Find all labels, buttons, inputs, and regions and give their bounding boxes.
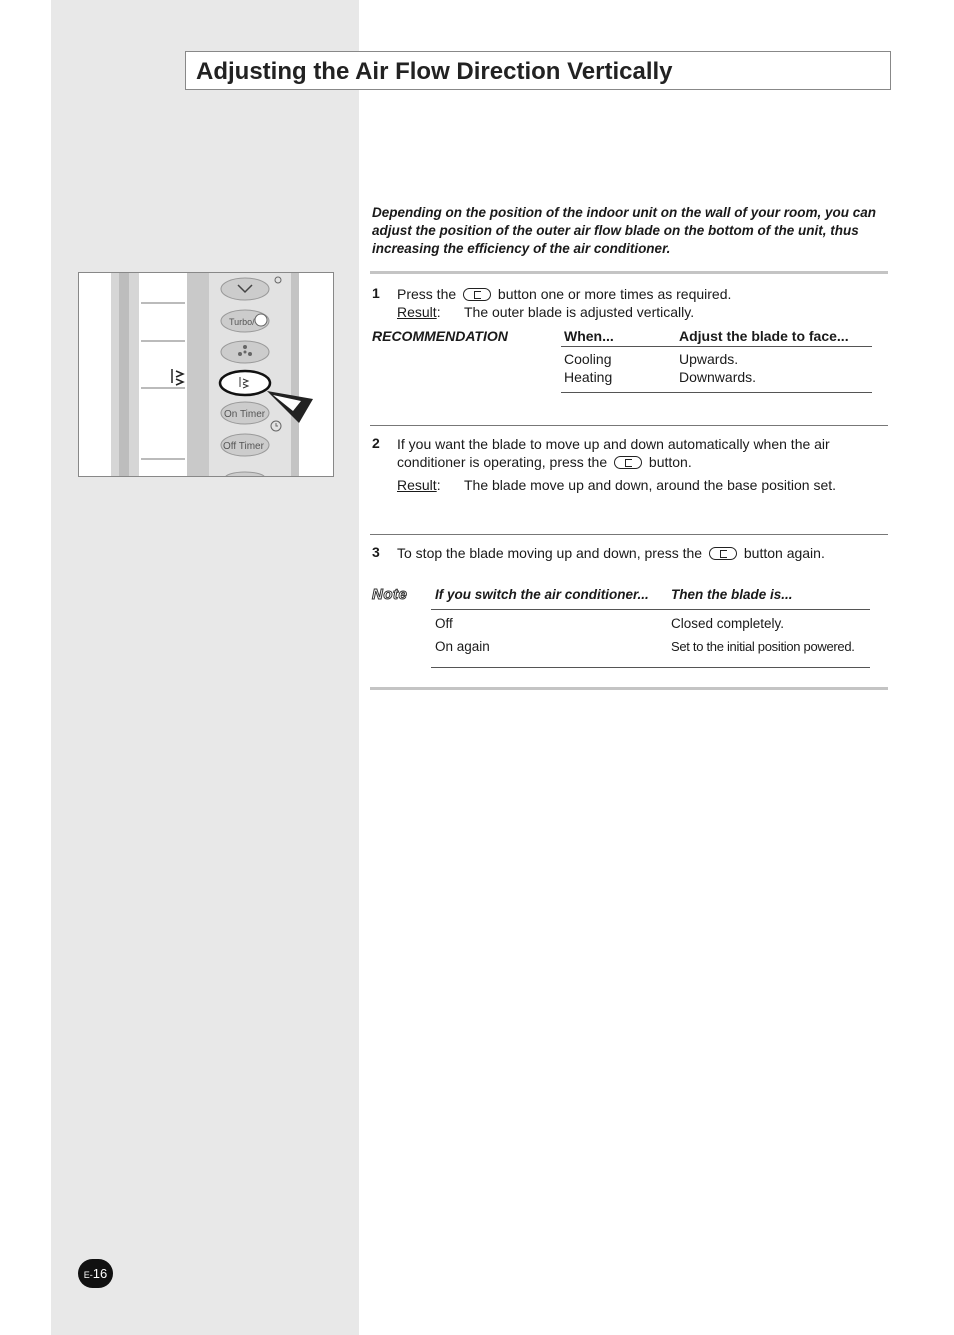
table-rule	[431, 609, 870, 610]
note-logo: Note	[372, 586, 408, 603]
note-cell: On again	[435, 639, 490, 654]
note-cell: Off	[435, 616, 453, 631]
table-cell: Cooling	[564, 351, 612, 367]
on-timer-label: On Timer	[224, 409, 266, 420]
step-1-text: Press the button one or more times as required.	[397, 286, 732, 302]
section-divider	[370, 534, 888, 535]
step-2-result: Result:	[397, 477, 441, 493]
title-box	[185, 51, 891, 90]
section-divider	[370, 271, 888, 274]
step-1-result-text: The outer blade is adjusted vertically.	[464, 304, 695, 320]
off-timer-label: Off Timer	[223, 441, 264, 452]
step-2-line1: If you want the blade to move up and down automatically when the air	[397, 436, 830, 452]
note-header-switch: If you switch the air conditioner...	[435, 587, 649, 602]
section-divider	[370, 687, 888, 690]
table-rule	[431, 667, 870, 668]
step-3-number: 3	[372, 544, 380, 560]
swing-button-icon	[463, 288, 491, 301]
table-cell: Downwards.	[679, 369, 757, 385]
recommendation-label: RECOMMENDATION	[372, 328, 508, 344]
note-header-blade: Then the blade is...	[671, 587, 793, 602]
recommendation-header-adjust: Adjust the blade to face...	[679, 328, 849, 344]
step-3-text: To stop the blade moving up and down, press the button again.	[397, 545, 825, 561]
turbo-label: Turbo/	[229, 317, 255, 327]
page-title: Adjusting the Air Flow Direction Vertically	[196, 58, 673, 85]
step-1-result: Result:	[397, 304, 441, 320]
table-rule	[561, 392, 872, 393]
note-cell: Closed completely.	[671, 616, 785, 631]
intro-paragraph: Depending on the position of the indoor unit on the wall of your room, you can adjust the position of the outer air flow blade on the bottom of the unit, thus increasing the efficiency of the air conditioner.	[372, 205, 876, 256]
remote-drawing	[79, 273, 334, 477]
remote-illustration	[78, 272, 334, 477]
step-1-number: 1	[372, 285, 380, 301]
swing-button-icon	[614, 456, 642, 469]
table-cell: Upwards.	[679, 351, 739, 367]
recommendation-header-when: When...	[564, 328, 614, 344]
section-divider	[370, 425, 888, 426]
table-rule	[561, 346, 872, 347]
step-2-result-text: The blade move up and down, around the base position set.	[464, 477, 837, 493]
page-number-badge: E-16	[78, 1259, 113, 1288]
note-cell: Set to the initial position powered.	[671, 639, 855, 654]
step-2-number: 2	[372, 435, 380, 451]
swing-button-icon	[709, 547, 737, 560]
table-cell: Heating	[564, 369, 613, 385]
step-2-line2: conditioner is operating, press the button.	[397, 454, 692, 470]
blade-symbol-icon	[172, 369, 183, 385]
left-margin-band	[51, 0, 359, 1335]
